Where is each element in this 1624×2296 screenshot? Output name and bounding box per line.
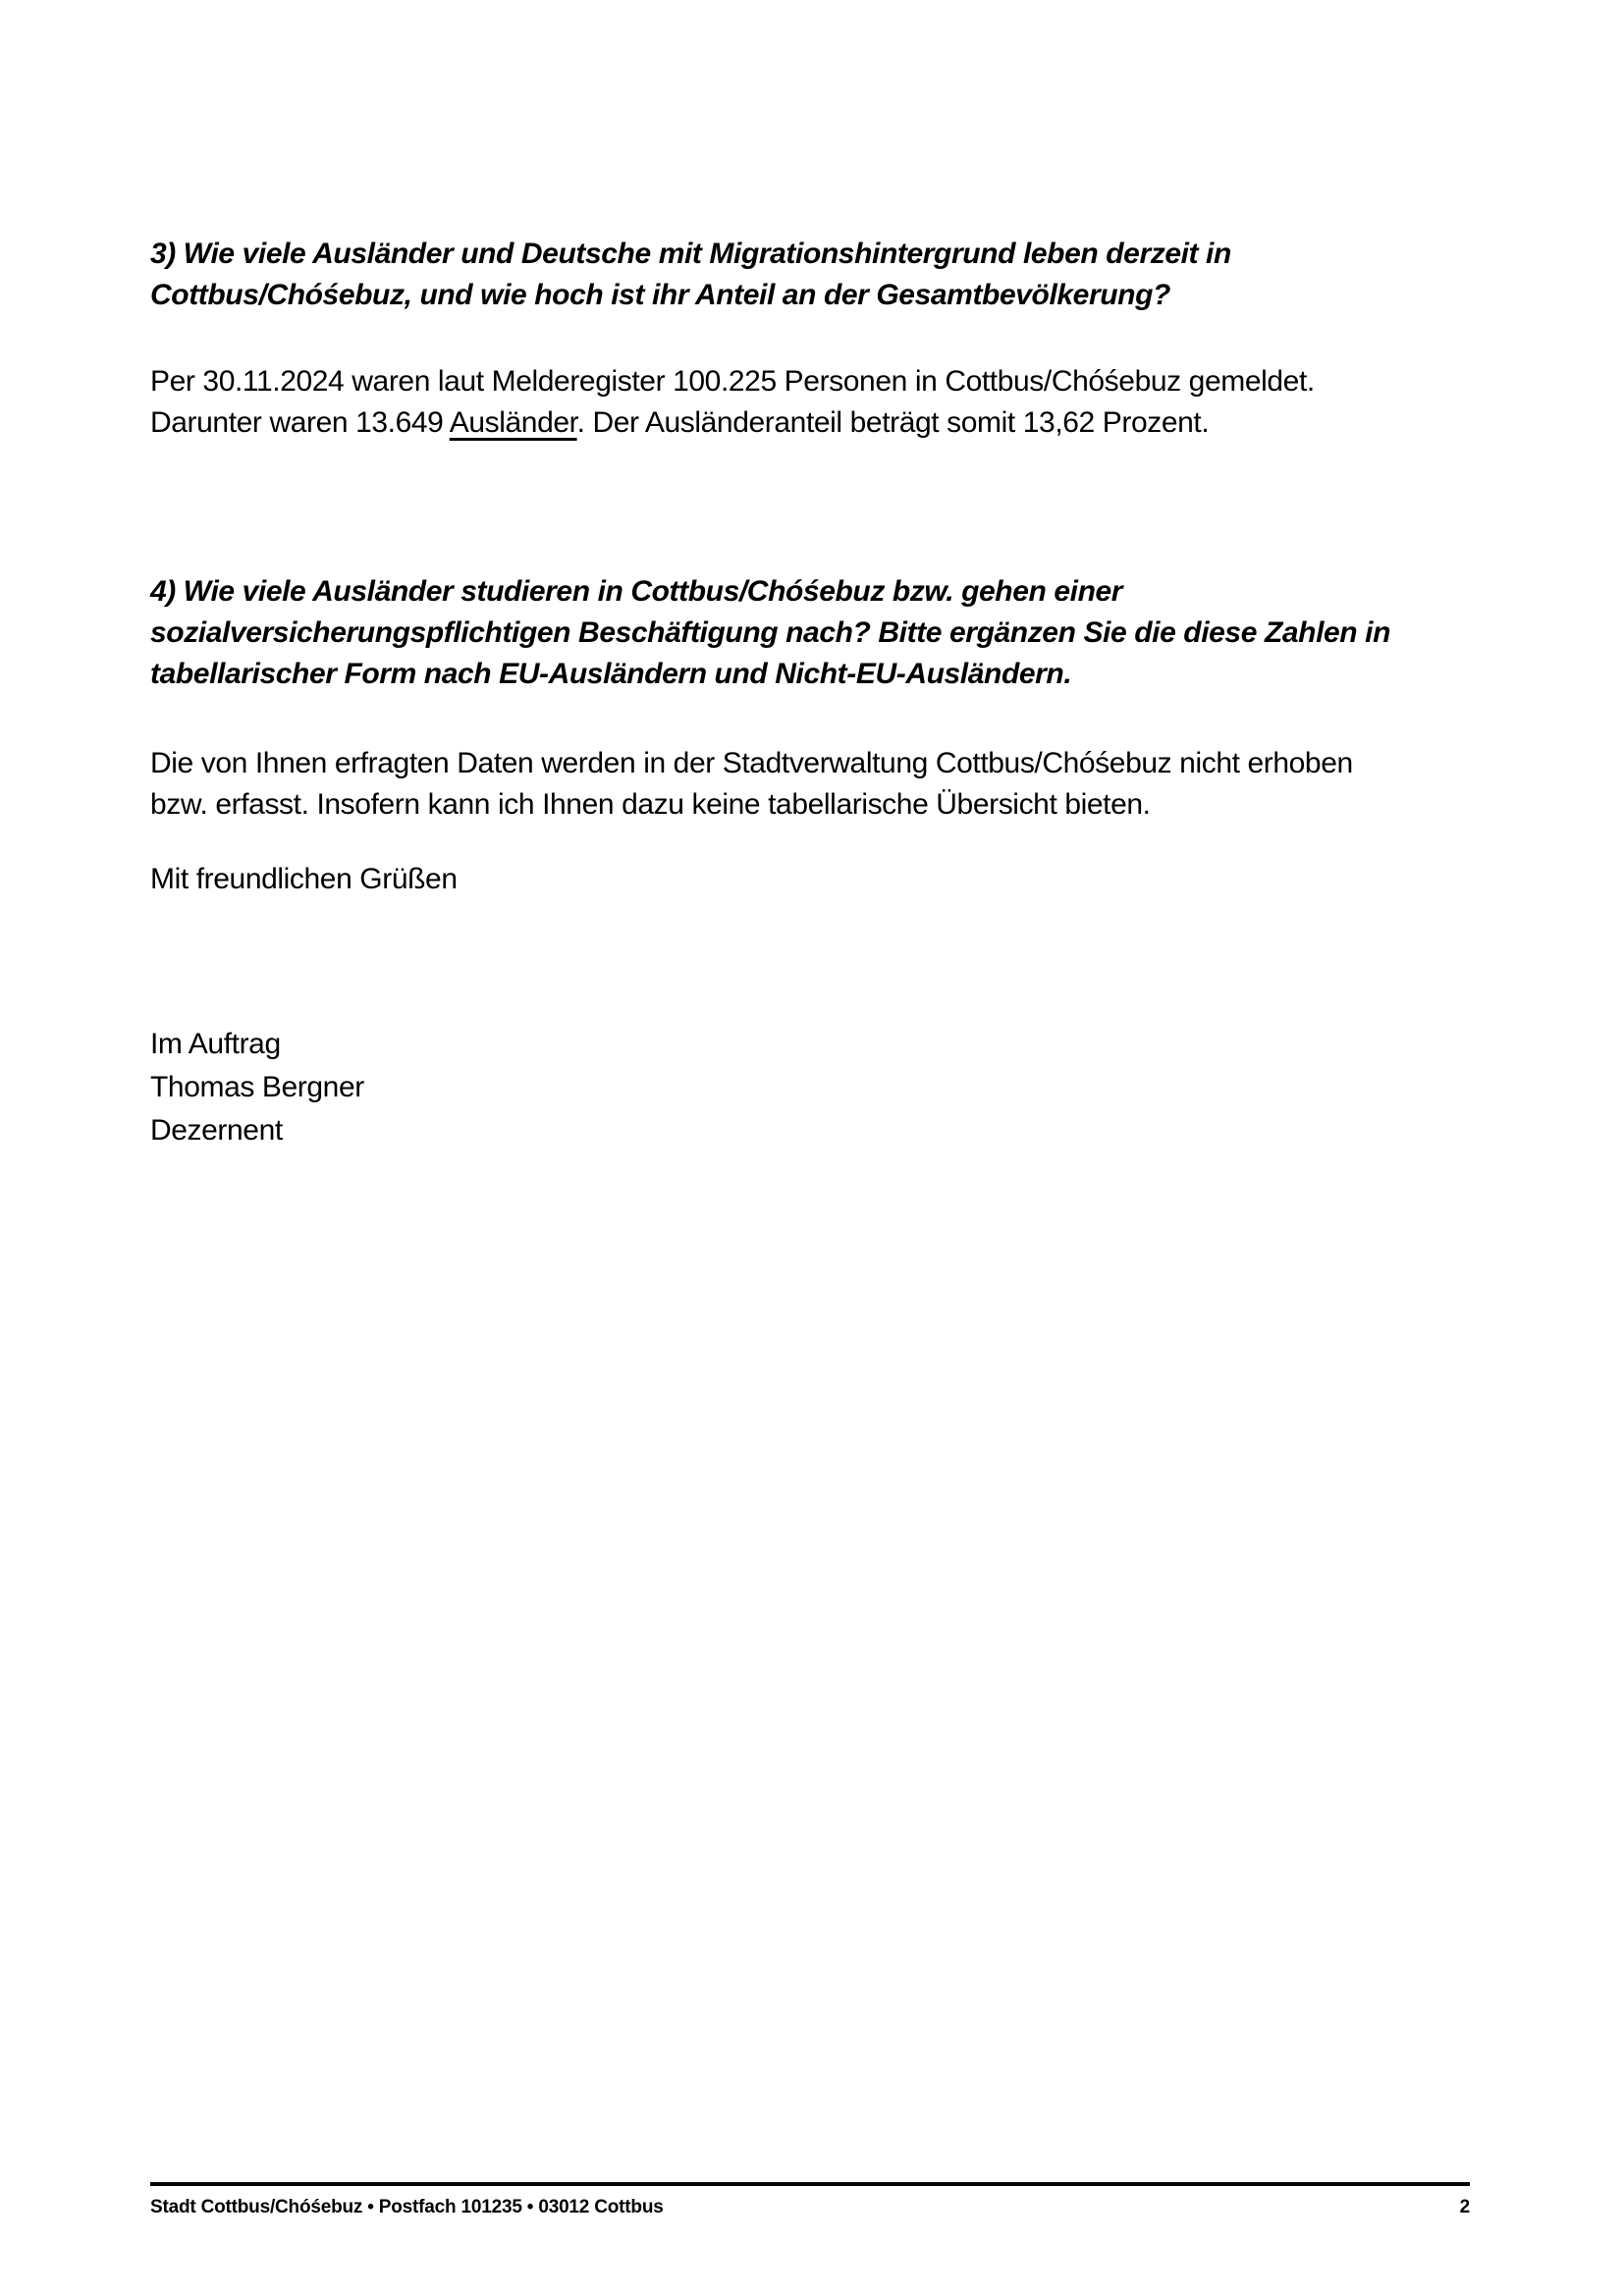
page-footer	[150, 2197, 1470, 2218]
answer-3-underlined-word: Ausländer	[449, 406, 577, 439]
signature-name: Thomas Bergner	[150, 1071, 364, 1103]
answer-3-line-2-post: . Der Ausländeranteil beträgt somit 13,62 Prozent.	[576, 406, 1210, 439]
answer-3-line-1: Per 30.11.2024 waren laut Melderegister 100.225 Personen in Cottbus/Chóśebuz gemeldet.	[150, 365, 1315, 398]
question-3-line-2: Cottbus/Chóśebuz, und wie hoch ist ihr Anteil an der Gesamtbevölkerung?	[150, 279, 1170, 311]
question-4-line-2: sozialversicherungspflichtigen Beschäftigung nach? Bitte ergänzen Sie die diese Zahlen in	[150, 616, 1391, 649]
question-4-line-1: 4) Wie viele Ausländer studieren in Cottbus/Chóśebuz bzw. gehen einer	[150, 575, 1123, 608]
answer-4-paragraph	[150, 743, 1353, 826]
answer-3-line-2	[150, 402, 1315, 444]
answer-3-line-2-pre: Darunter waren 13.649	[150, 406, 450, 439]
question-3-line-1: 3) Wie viele Ausländer und Deutsche mit Migrationshintergrund leben derzeit in	[150, 238, 1231, 270]
question-4-heading	[150, 571, 1390, 695]
signature-signoff: Im Auftrag	[150, 1028, 281, 1060]
footer-address: Stadt Cottbus/Chóśebuz • Postfach 101235 • 03012 Cottbus	[150, 2197, 664, 2217]
answer-4-line-2: bzw. erfasst. Insofern kann ich Ihnen dazu keine tabellarische Übersicht bieten.	[150, 788, 1151, 821]
signature-title: Dezernent	[150, 1114, 283, 1147]
footer-divider	[150, 2182, 1470, 2186]
footer-page-number: 2	[1459, 2197, 1470, 2217]
answer-3-paragraph	[150, 361, 1315, 444]
signature-block	[150, 1023, 364, 1152]
question-3-heading	[150, 234, 1231, 316]
answer-4-line-1: Die von Ihnen erfragten Daten werden in der Stadtverwaltung Cottbus/Chóśebuz nicht erhoben	[150, 747, 1353, 779]
closing-salutation: Mit freundlichen Grüßen	[150, 863, 458, 895]
question-4-line-3: tabellarischer Form nach EU-Ausländern und Nicht-EU-Ausländern.	[150, 658, 1072, 690]
